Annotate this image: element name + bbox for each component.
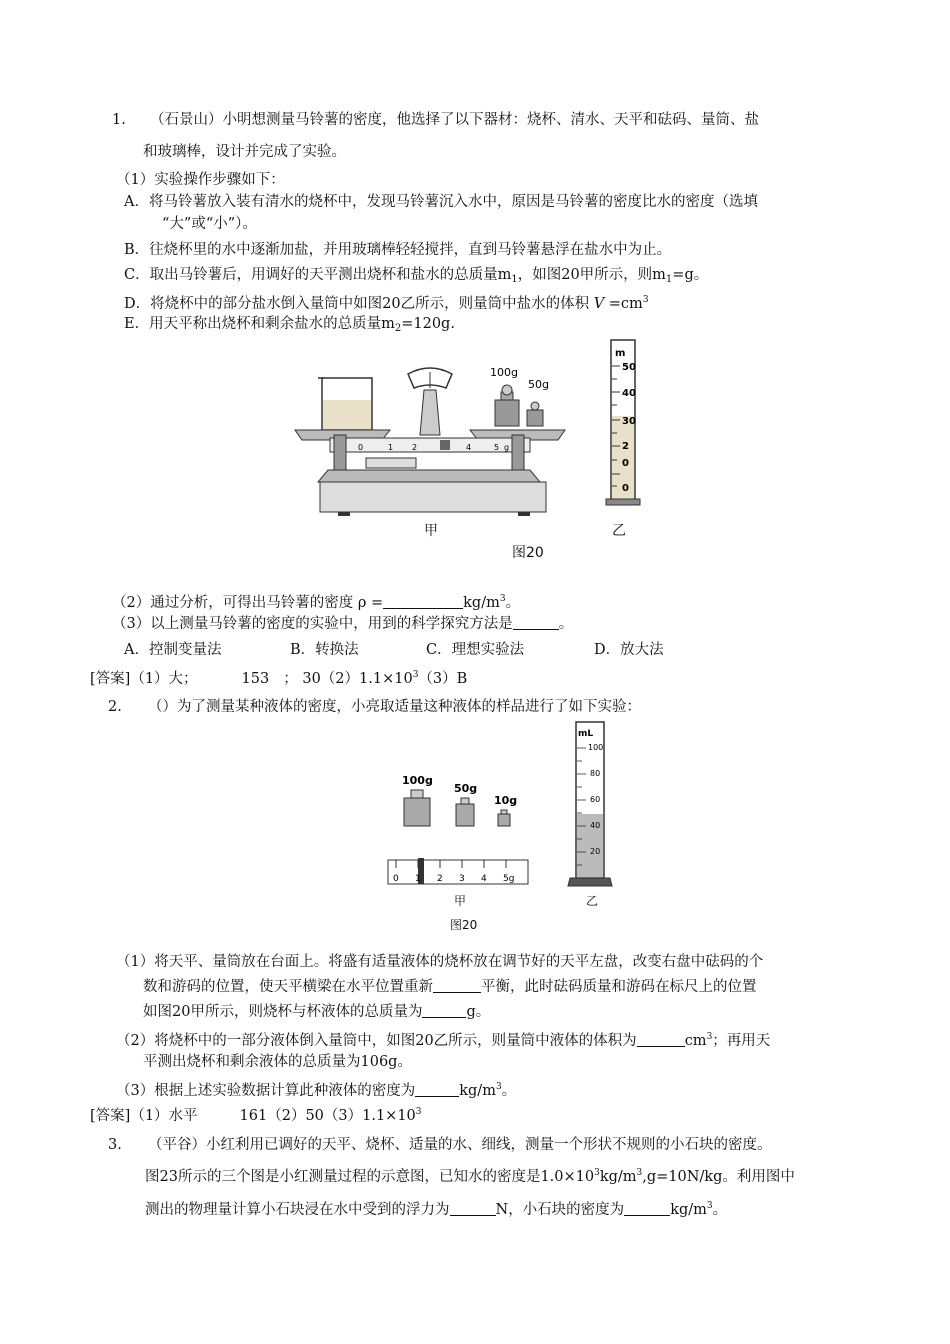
svg-text:2: 2 bbox=[622, 441, 629, 452]
q2-part2-line2: 平测出烧杯和剩余液体的总质量为106g。 bbox=[143, 1054, 412, 1070]
q2-weight-100g-label: 100g bbox=[402, 774, 433, 787]
q1-option-b: B．转换法 bbox=[290, 642, 359, 658]
q1-option-a: A．控制变量法 bbox=[124, 642, 222, 658]
q1-figure-label-yi: 乙 bbox=[612, 523, 626, 539]
q1-step-d: D．将烧杯中的部分盐水倒入量筒中如图20乙所示，则量筒中盐水的体积 $V =cm^3$ bbox=[124, 295, 649, 312]
q2-part1-line3: 如图20甲所示，则烧杯与杯液体的总质量为 g。 bbox=[143, 1004, 491, 1020]
q2-cylinder-unit: mL bbox=[578, 729, 594, 739]
q1-balance-figure bbox=[290, 350, 580, 520]
svg-text:4: 4 bbox=[481, 874, 487, 884]
q1-number: 1. bbox=[112, 112, 126, 128]
q3-number: 3. bbox=[108, 1137, 122, 1153]
svg-text:20: 20 bbox=[590, 847, 601, 856]
svg-text:40: 40 bbox=[590, 821, 601, 830]
svg-text:100: 100 bbox=[588, 743, 604, 752]
q3-stem-line2: 图23所示的三个图是小红测量过程的示意图，已知水的密度是$1.0\times 10^3kg/m^3,g=10N/kg$。利用图中 bbox=[145, 1168, 795, 1185]
svg-text:2: 2 bbox=[412, 443, 418, 452]
svg-text:80: 80 bbox=[590, 769, 601, 778]
q1-step-b: B．往烧杯里的水中逐渐加盐，并用玻璃棒轻轻搅拌，直到马铃薯悬浮在盐水中为止。 bbox=[124, 242, 672, 258]
svg-text:40: 40 bbox=[622, 388, 636, 399]
q1-stem-line2: 和玻璃棒，设计并完成了实验。 bbox=[143, 144, 346, 160]
q2-figure-label-yi: 乙 bbox=[586, 894, 599, 908]
svg-text:0: 0 bbox=[622, 458, 629, 469]
q2-figure-caption: 图20 bbox=[450, 918, 478, 932]
q2-weight-50g-label: 50g bbox=[454, 782, 478, 795]
svg-text:1: 1 bbox=[415, 874, 421, 884]
q2-number: 2. bbox=[108, 699, 122, 715]
q3-stem-line3: 测出的物理量计算小石块浸在水中受到的浮力为 N，小石块的密度为 $kg/m^3$。 bbox=[145, 1201, 728, 1218]
svg-text:5g: 5g bbox=[503, 874, 515, 884]
svg-text:0: 0 bbox=[358, 443, 364, 452]
q1-part2: （2）通过分析，可得出马铃薯的密度 $\rho = kg/m^3$。 bbox=[112, 594, 521, 611]
svg-text:2: 2 bbox=[437, 874, 443, 884]
svg-text:3: 3 bbox=[459, 874, 465, 884]
svg-text:4: 4 bbox=[466, 443, 472, 452]
svg-text:30: 30 bbox=[622, 416, 636, 427]
q2-weights-scale-figure bbox=[384, 770, 534, 890]
q1-answer: [答案]（1）大； 153 ； $30(2)1.1\times 10^3(3)B$ bbox=[90, 670, 468, 687]
q1-figure-caption: 图20 bbox=[512, 545, 544, 561]
q2-figure-label-jia: 甲 bbox=[454, 894, 467, 908]
q1-option-c: C．理想实验法 bbox=[426, 642, 525, 658]
q2-cylinder-figure bbox=[566, 718, 614, 890]
q1-part1-heading: （1）实验操作步骤如下： bbox=[116, 172, 285, 188]
q1-cylinder-figure bbox=[602, 336, 642, 508]
q1-step-a-line2: “大”或“小”）。 bbox=[162, 216, 257, 232]
q1-option-d: D．放大法 bbox=[594, 642, 664, 658]
q2-part1-line2: 数和游码的位置，使天平横梁在水平位置重新 平衡，此时砝码质量和游码在标尺上的位置 bbox=[143, 979, 757, 995]
q2-part3: （3）根据上述实验数据计算此种液体的密度为 $kg/m^3$。 bbox=[116, 1082, 517, 1099]
q2-part2-line1: （2）将烧杯中的一部分液体倒入量筒中，如图20乙所示，则量筒中液体的体积为 $cm^3$；再用天 bbox=[116, 1032, 771, 1049]
q1-stem-line1: （石景山）小明想测量马铃薯的密度，他选择了以下器材：烧杯、清水、天平和砝码、量筒、盐 bbox=[150, 112, 759, 128]
q2-weight-10g-label: 10g bbox=[494, 794, 518, 807]
q1-part3: （3）以上测量马铃薯的密度的实验中，用到的科学探究方法是 。 bbox=[112, 616, 574, 632]
svg-text:1: 1 bbox=[388, 443, 394, 452]
q2-stem: （）为了测量某种液体的密度，小亮取适量这种液体的样品进行了如下实验： bbox=[148, 699, 641, 715]
q1-weight-50g-label: 50g bbox=[528, 378, 549, 391]
q1-step-a-line1: A．将马铃薯放入装有清水的烧杯中，发现马铃薯沉入水中，原因是马铃薯的密度比水的密度（选填 bbox=[124, 194, 758, 210]
svg-text:0: 0 bbox=[393, 874, 399, 884]
q1-weight-100g-label: 100g bbox=[490, 366, 518, 379]
svg-text:50: 50 bbox=[622, 362, 636, 373]
svg-text:0: 0 bbox=[622, 483, 629, 494]
q1-cylinder-unit: m bbox=[615, 348, 626, 359]
q1-step-e: E．用天平称出烧杯和剩余盐水的总质量$m_2=120g$. bbox=[124, 316, 455, 334]
q2-part1-line1: （1）将天平、量筒放在台面上。将盛有适量液体的烧杯放在调节好的天平左盘，改变右盘中砝码的个 bbox=[116, 954, 764, 970]
q3-stem-line1: （平谷）小红利用已调好的天平、烧杯、适量的水、细线，测量一个形状不规则的小石块的密度。 bbox=[148, 1137, 772, 1153]
q2-answer: [答案]（1）水平 $161(2)50(3)1.1\times 10^3$ bbox=[90, 1107, 422, 1124]
svg-text:5: 5 bbox=[494, 443, 500, 452]
q1-figure-label-jia: 甲 bbox=[424, 523, 438, 539]
svg-text:g: g bbox=[504, 443, 510, 452]
q1-step-c: C．取出马铃薯后，用调好的天平测出烧杯和盐水的总质量$m_1$，如图20甲所示，则$m_1=g$。 bbox=[124, 267, 709, 285]
svg-text:60: 60 bbox=[590, 795, 601, 804]
